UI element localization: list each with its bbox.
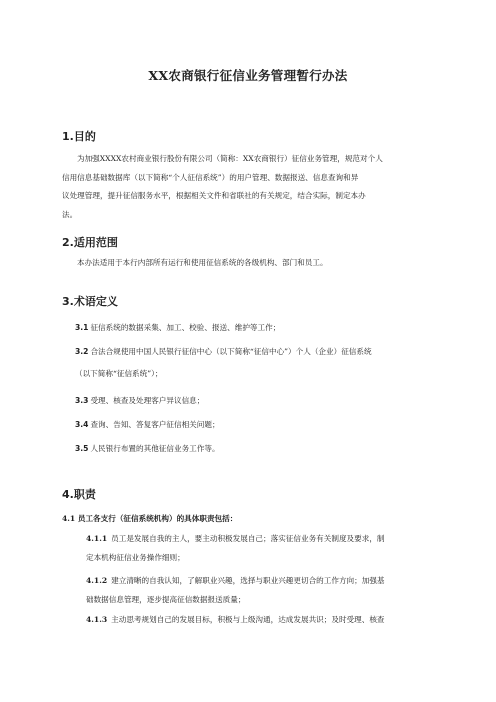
item-continuation: 础数据信息管理，逐步提高征信数据报送质量； — [86, 594, 246, 604]
definition-item — [75, 343, 372, 361]
item-number: 4.1.2 — [86, 576, 108, 585]
definition-number: 3.1 — [75, 323, 89, 332]
section-heading-purpose: 1.目的 — [62, 130, 96, 143]
definition-number: 3.5 — [75, 444, 89, 453]
definition-continuation: （以下简称“征信系统”）； — [75, 369, 163, 378]
definition-text: 人民银行布置的其他征信业务工作等。 — [90, 444, 220, 453]
section-body-scope — [62, 254, 437, 273]
item-text: 主动思考规划自己的发展目标，积极与上级沟通，达成发展共识；及时受理、核查 — [111, 615, 385, 624]
body-line: 议处理管理，提升征信服务水平，根据相关文件和省联社的有关规定，结合实际，制定本办 — [62, 191, 366, 200]
item-text: 员工是发展自我的主人，要主动积极发展自己；落实征信业务有关制度及要求，制 — [111, 534, 385, 543]
definition-text: 合法合规使用中国人民银行征信中心（以下简称“征信中心”）个人（企业）征信系统 — [90, 347, 372, 356]
section-body-purpose — [62, 150, 437, 224]
item-continuation: 定本机构征信业务操作细则； — [86, 552, 185, 562]
responsibility-item — [86, 611, 436, 630]
definition-text: 征信系统的数据采集、加工、校验、报送、维护等工作； — [90, 323, 281, 332]
item-text: 建立清晰的自我认知，了解职业兴趣，选择与职业兴趣更切合的工作方向；加强基 — [111, 576, 385, 585]
item-first-line — [86, 572, 436, 591]
definition-text: 查询、告知、答复客户征信相关问题； — [90, 420, 220, 429]
body-line: 本办法适用于本行内部所有运行和使用征信系统的各级机构、部门和员工。 — [77, 258, 328, 267]
definition-item — [75, 416, 220, 434]
responsibility-item — [86, 572, 436, 609]
item-number: 4.1.1 — [86, 534, 108, 543]
responsibility-item — [86, 530, 436, 567]
item-first-line — [86, 530, 436, 549]
definition-number: 3.3 — [75, 396, 89, 405]
body-line: 信用信息基础数据库（以下简称“个人征信系统”）的用户管理、数据报送、信息查询和异 — [62, 172, 359, 182]
section-heading-definitions: 3.术语定义 — [62, 295, 118, 308]
subsection-heading: 4.1 员工各支行（征信系统机构）的具体职责包括： — [62, 514, 238, 523]
section-heading-responsibilities: 4.职责 — [62, 488, 96, 501]
section-heading-scope: 2.适用范围 — [62, 236, 118, 249]
item-first-line — [86, 611, 436, 630]
definition-number: 3.4 — [75, 420, 89, 429]
definition-text: 受理、核查及处理客户异议信息； — [90, 396, 205, 405]
definition-number: 3.2 — [75, 347, 89, 356]
definition-item — [75, 319, 280, 337]
body-line: 法。 — [62, 209, 78, 219]
definition-item — [75, 392, 204, 410]
document-title: XX农商银行征信业务管理暂行办法 — [148, 68, 348, 83]
body-line: 为加强XXXX农村商业银行股份有限公司（简称：XX农商银行）征信业务管理，规范对个人 — [77, 154, 383, 163]
definition-item — [75, 440, 220, 458]
item-number: 4.1.3 — [86, 615, 108, 624]
